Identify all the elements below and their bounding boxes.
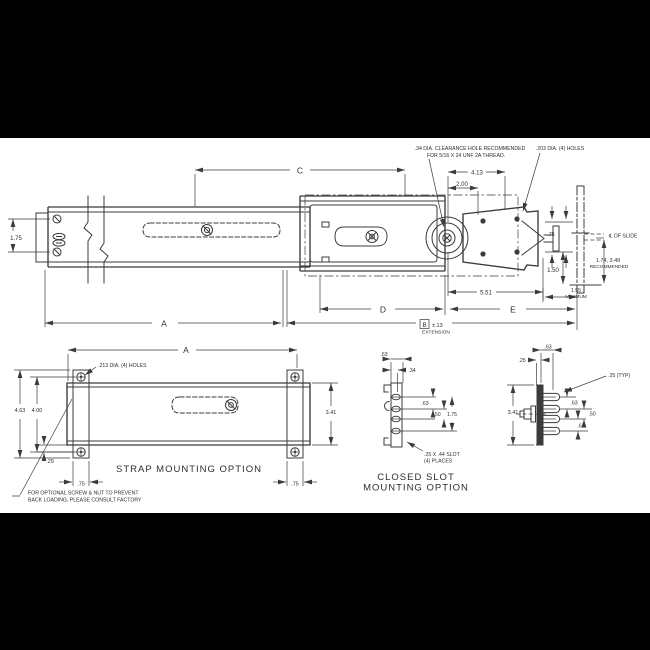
dim-5-51: 5.51	[480, 290, 492, 297]
dim-b-ext: EXTENSION	[422, 330, 450, 336]
lever-hole	[514, 216, 519, 221]
lever-detail	[522, 221, 559, 255]
assembly-dimensions	[8, 153, 604, 330]
dim-b-tol: ±.13	[432, 322, 443, 329]
strap-dim-75-right: .75	[291, 481, 299, 488]
strap-dim-3-41: 3.41	[325, 410, 337, 416]
strap-plate-inner	[67, 387, 310, 441]
closed-slot-bracket	[384, 383, 402, 447]
dim-1-50: 1.50	[547, 268, 559, 274]
cs-slot-note-1: .25 X .44 SLOT	[424, 452, 460, 458]
dim-1-75: 1.75	[10, 236, 22, 242]
sv-dim-63-top: .63	[544, 344, 552, 351]
strap-dim-4-63: 4.63	[14, 408, 26, 414]
dim-e: E	[510, 304, 516, 315]
cs-dim-63-top: .63	[380, 352, 388, 358]
strap-holes-note: .213 DIA. (4) HOLES	[98, 363, 147, 369]
dim-75: .75	[547, 232, 555, 238]
cs-dim-50: .50	[433, 412, 441, 418]
phantom-envelope	[305, 195, 518, 276]
strap-dim-29: .29	[46, 459, 54, 465]
side-dimensions	[507, 350, 606, 445]
cs-title-1: CLOSED SLOT	[377, 472, 455, 483]
strap-dim-a: A	[183, 345, 189, 355]
strap-holes	[77, 373, 300, 457]
end-hidden-lines	[584, 234, 604, 240]
lever-hole	[480, 251, 485, 256]
cs-slot-note-2: (4) PLACES	[424, 458, 453, 465]
closed-slot-dimensions	[383, 359, 452, 451]
sv-dim-3-41: 3.41	[507, 410, 519, 416]
end-bar	[577, 186, 584, 293]
sv-dim-63-a: .63	[570, 400, 578, 407]
strap-dim-4-00: 4.00	[31, 408, 43, 414]
cs-dim-34: .34	[408, 368, 416, 374]
dim-b: B	[422, 322, 427, 329]
holes-note: .203 DIA. (4) HOLES	[535, 146, 585, 152]
lever-hole	[514, 249, 519, 254]
closed-slot-holes	[391, 394, 401, 434]
strap-title: STRAP MOUNTING OPTION	[116, 464, 262, 475]
dim-c: C	[296, 165, 304, 176]
dim-minimum: MINIMUM	[565, 295, 587, 300]
strap-view	[12, 370, 310, 496]
end-bar-detail	[570, 186, 601, 293]
centerline-label: ℄ OF SLIDE	[609, 233, 638, 240]
factory-note-line1: FOR OPTIONAL SCREW & NUT TO PREVENT	[28, 490, 139, 497]
dim-d: D	[379, 304, 387, 315]
cs-dim-63-mid: .63	[421, 401, 429, 407]
sv-dim-50: .50	[588, 411, 596, 418]
mid-slot	[335, 227, 387, 246]
dim-1-55: 1.55	[570, 288, 582, 294]
side-view	[516, 385, 592, 445]
clearance-note-line2: FOR 5/16 X 24 UNF 2A THREAD.	[426, 153, 506, 159]
dim-recommended-val: 1.74, 3.49	[595, 258, 621, 264]
strap-dim-75-left: .75	[77, 481, 85, 488]
factory-note-line2: BACK LOADING, PLEASE CONSULT FACTORY	[28, 497, 142, 504]
dim-recommended-word: RECOMMENDED	[589, 265, 629, 270]
break-lines	[84, 196, 108, 283]
dim-2-00: 2.00	[456, 182, 468, 188]
cs-title-2: MOUNTING OPTION	[363, 482, 469, 494]
cs-dim-1-75: 1.75	[446, 412, 458, 418]
clearance-note-line1: .34 DIA. CLEARANCE HOLE RECOMMENDED	[414, 146, 526, 152]
lever-hole	[480, 218, 485, 223]
sv-dim-25-typ: .25 (TYP)	[608, 373, 631, 379]
lever-plate	[463, 207, 538, 270]
sv-dim-25: .25	[518, 358, 526, 364]
dim-4-13: 4.13	[471, 170, 483, 177]
dim-a: A	[161, 318, 167, 329]
mid-member-inner	[300, 201, 445, 266]
side-plate-section	[537, 385, 544, 445]
strap-plate	[67, 383, 310, 445]
sv-dim-63-b: .63	[577, 423, 585, 430]
hidden-slot	[143, 223, 280, 237]
